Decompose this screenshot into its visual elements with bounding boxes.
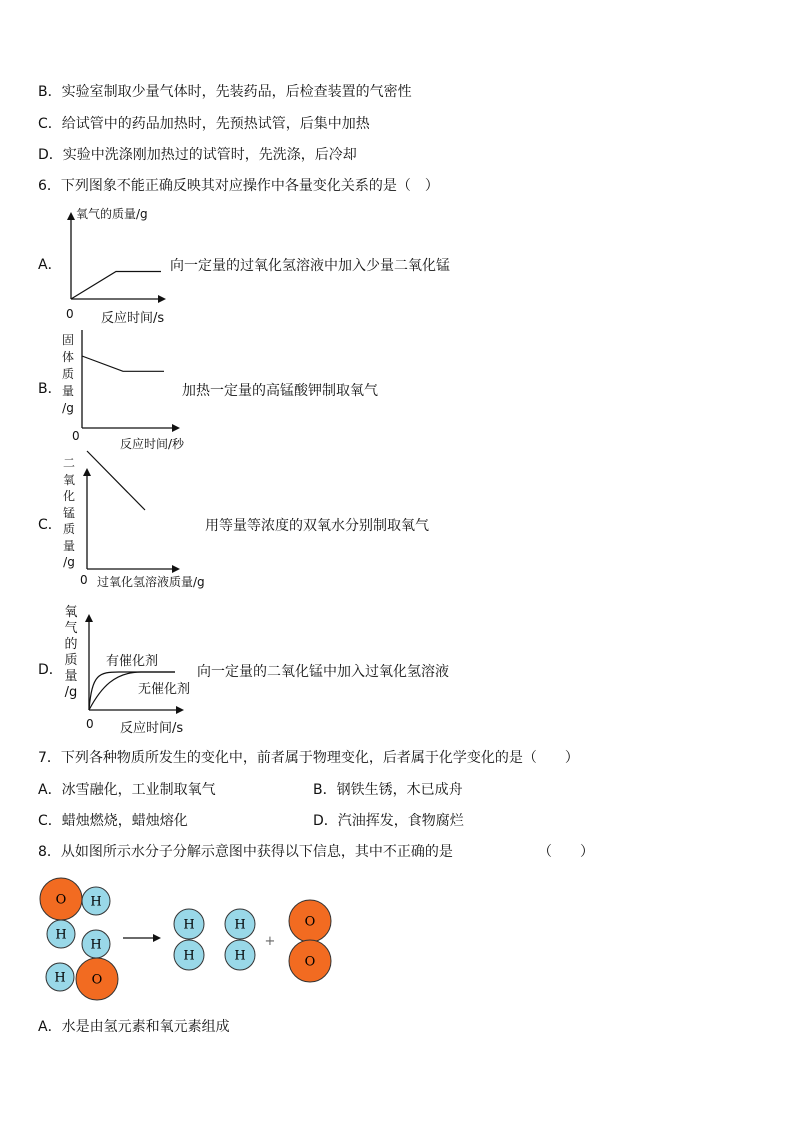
graph-d-ylabel-char: 气 xyxy=(64,621,78,636)
graph-c-origin: 0 xyxy=(80,573,88,587)
plus-sign: + xyxy=(264,934,276,949)
graph-c-ylabel-char: 质 xyxy=(62,522,75,536)
graph-b-ylabel-char: 量 xyxy=(61,384,74,398)
graph-c-ylabel-char: 锰 xyxy=(62,505,75,520)
svg-text:H: H xyxy=(55,927,67,943)
svg-text:H: H xyxy=(90,937,102,953)
graph-c-xlabel: 过氧化氢溶液质量/g xyxy=(97,575,205,589)
graph-c-letter: C． xyxy=(38,517,62,533)
graph-c-ylabel xyxy=(61,455,77,571)
svg-text:H: H xyxy=(234,948,246,964)
question-8-answer-paren: （ ） xyxy=(538,844,594,860)
graph-a-description: 向一定量的过氧化氢溶液中加入少量二氧化锰 xyxy=(170,258,450,274)
q7-option-b: B．钢铁生锈，木已成舟 xyxy=(313,782,463,798)
graph-a-letter: A． xyxy=(38,257,62,273)
graph-b-chart xyxy=(72,328,192,433)
graph-a-ylabel: 氧气的质量/g xyxy=(76,207,148,221)
graph-b-letter: B． xyxy=(38,381,62,397)
hydrogen-molecule-1 xyxy=(174,909,204,970)
graph-b-xlabel: 反应时间/秒 xyxy=(120,437,185,451)
hydrogen-molecule-2 xyxy=(225,909,255,970)
graph-b-ylabel-char: 固 xyxy=(61,333,74,347)
water-molecule-3 xyxy=(46,958,118,1000)
svg-text:O: O xyxy=(55,892,67,908)
graph-d-label-catalyst: 有催化剂 xyxy=(106,654,159,669)
svg-text:O: O xyxy=(304,914,316,930)
graph-c-ylabel-char: 氧 xyxy=(62,472,75,487)
graph-d-ylabel-char: 的 xyxy=(64,637,78,652)
svg-text:H: H xyxy=(183,917,195,933)
svg-text:H: H xyxy=(183,948,195,964)
graph-d-letter: D． xyxy=(38,662,63,678)
graph-d-xlabel: 反应时间/s xyxy=(120,721,184,736)
graph-d-ylabel-char: 质 xyxy=(64,653,78,668)
svg-text:O: O xyxy=(91,972,103,988)
graph-d-description: 向一定量的二氧化锰中加入过氧化氢溶液 xyxy=(197,664,449,680)
q7-option-c: C．蜡烛燃烧，蜡烛熔化 xyxy=(38,813,188,829)
svg-text:H: H xyxy=(90,894,102,910)
water-molecule-1 xyxy=(40,878,110,920)
graph-a-chart xyxy=(60,212,180,322)
graph-b-origin: 0 xyxy=(72,429,80,443)
water-decomposition-diagram xyxy=(38,875,338,1005)
graph-c-ylabel-char: 量 xyxy=(62,538,75,553)
question-6-stem: 6．下列图象不能正确反映其对应操作中各量变化关系的是（ ） xyxy=(38,178,439,194)
q8-option-a: A．水是由氢元素和氧元素组成 xyxy=(38,1019,230,1035)
graph-b-description: 加热一定量的高锰酸钾制取氧气 xyxy=(182,383,378,399)
graph-b-ylabel-char: /g xyxy=(62,401,74,415)
graph-c-chart xyxy=(77,468,207,573)
graph-c-ylabel-char: /g xyxy=(63,555,75,569)
question-8-stem: 8．从如图所示水分子分解示意图中获得以下信息，其中不正确的是 xyxy=(38,844,453,860)
graph-d-ylabel-char: 氧 xyxy=(64,605,78,620)
graph-c-ylabel-char: 二 xyxy=(62,456,75,470)
q7-option-a: A．冰雪融化，工业制取氧气 xyxy=(38,782,216,798)
graph-b-ylabel-char: 质 xyxy=(61,367,74,381)
question-7-stem: 7．下列各种物质所发生的变化中，前者属于物理变化，后者属于化学变化的是（ ） xyxy=(38,750,579,766)
svg-text:H: H xyxy=(54,970,66,986)
option-d-text: D．实验中洗涤刚加热过的试管时，先洗涤，后冷却 xyxy=(38,147,357,163)
graph-b-curve xyxy=(82,356,164,371)
option-c-text: C．给试管中的药品加热时，先预热试管，后集中加热 xyxy=(38,116,370,132)
water-molecule-2 xyxy=(47,920,110,958)
graph-d-label-no-catalyst: 无催化剂 xyxy=(138,682,191,697)
graph-b-ylabel-char: 体 xyxy=(61,350,74,364)
option-b-text: B．实验室制取少量气体时，先装药品，后检查装置的气密性 xyxy=(38,84,412,100)
svg-text:O: O xyxy=(304,954,316,970)
graph-d-ylabel xyxy=(62,605,80,701)
oxygen-molecule xyxy=(289,900,331,982)
graph-c-curve xyxy=(87,451,145,510)
graph-a-xlabel: 反应时间/s xyxy=(101,311,165,326)
graph-d-origin: 0 xyxy=(86,717,94,731)
graph-a-curve xyxy=(71,272,161,300)
graph-d-ylabel-char: 量 xyxy=(64,669,78,684)
graph-d-ylabel-char: /g xyxy=(64,685,78,700)
graph-a-origin: 0 xyxy=(66,307,74,321)
svg-text:H: H xyxy=(234,917,246,933)
graph-c-description: 用等量等浓度的双氧水分别制取氧气 xyxy=(205,518,429,534)
q7-option-d: D．汽油挥发，食物腐烂 xyxy=(313,813,464,829)
graph-c-ylabel-char: 化 xyxy=(62,489,75,503)
